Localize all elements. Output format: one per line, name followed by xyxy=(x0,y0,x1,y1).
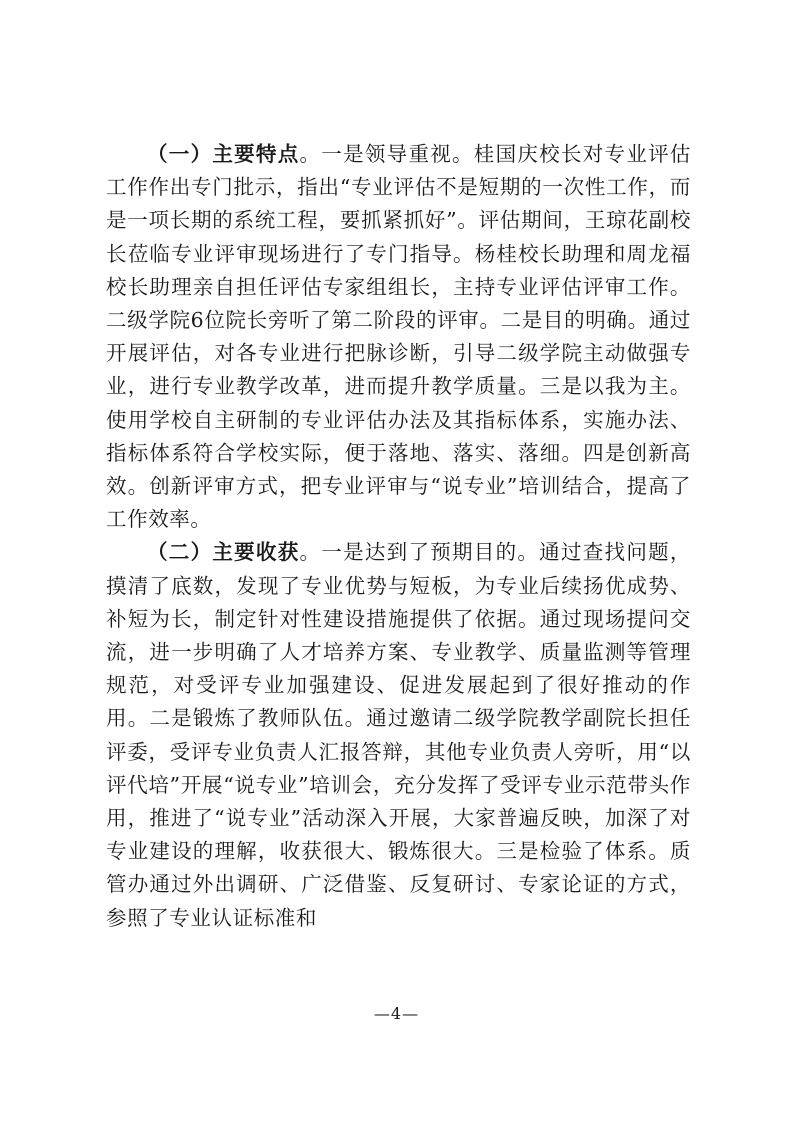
paragraph-text: 。一是达到了预期目的。通过查找问题，摸清了底数，发现了专业优势与短板，为专业后续扬优成势、补短为长，制定针对性建设措施提供了依据。通过现场提问交流，进一步明确了人才培养方案、专业教学、质量监测等管理规范，对受评专业加强建设、促进发展起到了很好推动的作用。二是锻炼了教师队伍。通过邀请二级学院教学副院长担任评委，受评专业负责人汇报答辩，其他专业负责人旁听，用“以评代培”开展“说专业”培训会，充分发挥了受评专业示范带头作用，推进了“说专业”活动深入开展，大家普遍反映，加深了对专业建设的理解，收获很大、锻炼很大。三是检验了体系。质管办通过外出调研、广泛借鉴、反复研讨、专家论证的方式，参照了专业认证标准和 xyxy=(106,540,691,930)
paragraph-main-features xyxy=(106,138,691,536)
section-heading-main-gains: （二）主要收获 xyxy=(147,540,300,565)
paragraph-main-gains xyxy=(106,536,691,934)
page-number: —4— xyxy=(373,1004,420,1023)
section-heading-main-features: （一）主要特点 xyxy=(147,142,300,166)
paragraph-text: 。一是领导重视。桂国庆校长对专业评估工作作出专门批示，指出“专业评估不是短期的一次性工作，而是一项长期的系统工程，要抓紧抓好”。评估期间，王琼花副校长莅临专业评审现场进行了专门指导。杨桂校长助理和周龙福校长助理亲自担任评估专家组组长，主持专业评估评审工作。二级学院6位院长旁听了第二阶段的评审。二是目的明确。通过开展评估，对各专业进行把脉诊断，引导二级学院主动做强专业，进行专业教学改革，进而提升教学质量。三是以我为主。使用学校自主研制的专业评估办法及其指标体系，实施办法、指标体系符合学校实际，便于落地、落实、落细。四是创新高效。创新评审方式，把专业评审与“说专业”培训结合，提高了工作效率。 xyxy=(106,142,691,532)
document-body xyxy=(106,138,691,935)
